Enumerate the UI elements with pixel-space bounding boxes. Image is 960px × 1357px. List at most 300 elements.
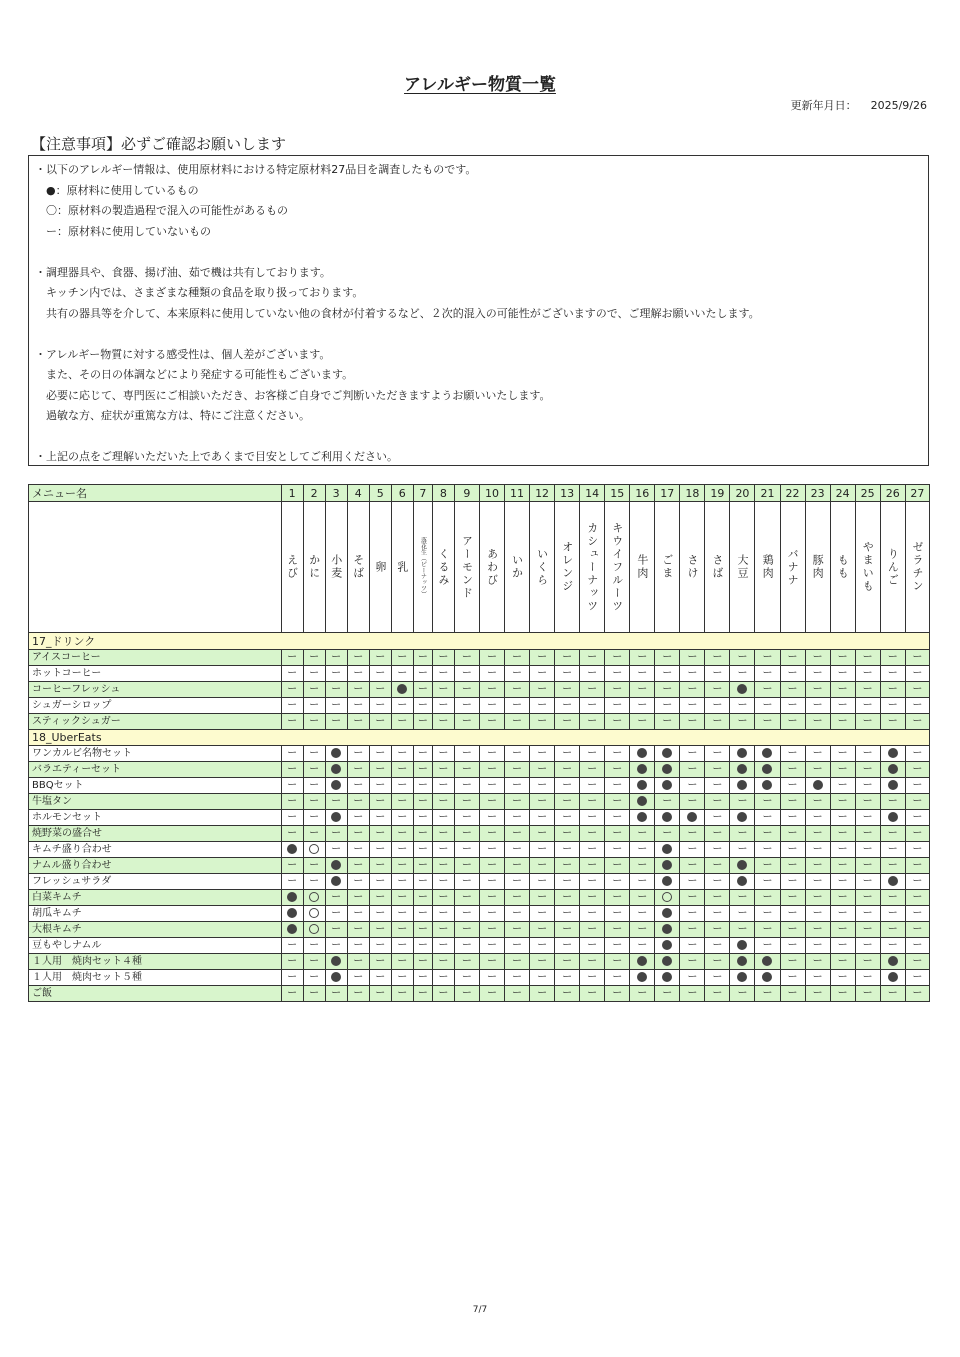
contains-mark: [331, 748, 341, 758]
allergen-cell-none: ー: [555, 890, 580, 906]
contains-mark: [331, 972, 341, 982]
allergen-cell-none: ー: [369, 794, 391, 810]
allergen-cell-none: ー: [303, 874, 325, 890]
allergen-cell-none: ー: [605, 906, 630, 922]
allergen-cell-none: ー: [325, 906, 347, 922]
allergen-cell-none: ー: [505, 666, 530, 682]
allergen-cell-none: ー: [479, 682, 504, 698]
allergen-cell-none: ー: [413, 714, 432, 730]
allergen-cell-none: ー: [830, 858, 855, 874]
allergen-cell-none: ー: [555, 810, 580, 826]
allergen-cell-none: ー: [413, 794, 432, 810]
menu-item-name: コーヒーフレッシュ: [29, 682, 282, 698]
allergen-cell-none: ー: [432, 826, 454, 842]
notice-line: また、その日の体調などにより発症する可能性もございます。: [35, 368, 354, 381]
allergen-cell-none: ー: [705, 762, 730, 778]
allergen-cell-none: ー: [855, 778, 880, 794]
allergen-name: 豚肉: [811, 554, 825, 580]
allergen-cell-none: ー: [805, 970, 830, 986]
allergen-cell-none: ー: [830, 890, 855, 906]
allergen-cell-contains: [630, 954, 655, 970]
allergen-cell-none: ー: [830, 922, 855, 938]
allergen-cell-none: ー: [325, 826, 347, 842]
allergen-cell-none: ー: [303, 954, 325, 970]
allergen-cell-none: ー: [432, 922, 454, 938]
allergen-cell-none: ー: [391, 778, 413, 794]
allergen-name: 小麦: [329, 554, 343, 580]
allergen-name: 大豆: [736, 554, 750, 580]
allergen-cell-none: ー: [580, 890, 605, 906]
allergen-name-cell: [805, 502, 830, 633]
allergen-cell-none: ー: [505, 858, 530, 874]
allergen-cell-contains: [880, 970, 905, 986]
menu-item-name: ナムル盛り合わせ: [29, 858, 282, 874]
allergen-cell-none: ー: [432, 874, 454, 890]
contains-mark: [287, 844, 297, 854]
contains-mark: [662, 908, 672, 918]
allergen-cell-none: ー: [705, 698, 730, 714]
allergen-cell-none: ー: [705, 922, 730, 938]
allergen-cell-none: ー: [281, 682, 303, 698]
allergen-cell-none: ー: [530, 746, 555, 762]
menu-row: [29, 842, 930, 858]
contains-mark: [397, 684, 407, 694]
allergen-cell-none: ー: [780, 954, 805, 970]
menu-row: [29, 970, 930, 986]
allergen-cell-none: ー: [755, 666, 780, 682]
allergen-number: 10: [479, 485, 504, 502]
allergen-cell-none: ー: [680, 906, 705, 922]
allergen-name-cell: [347, 502, 369, 633]
allergen-cell-none: ー: [505, 650, 530, 666]
allergen-cell-none: ー: [905, 858, 929, 874]
allergen-cell-none: ー: [454, 746, 479, 762]
allergen-cell-none: ー: [391, 762, 413, 778]
allergen-number: 15: [605, 485, 630, 502]
allergen-cell-none: ー: [530, 666, 555, 682]
allergen-cell-none: ー: [303, 778, 325, 794]
allergen-cell-none: ー: [413, 778, 432, 794]
allergen-cell-none: ー: [347, 858, 369, 874]
allergen-cell-contains: [880, 874, 905, 890]
allergen-cell-none: ー: [369, 922, 391, 938]
allergen-number: 6: [391, 485, 413, 502]
contains-mark: [888, 748, 898, 758]
allergen-cell-contains: [655, 954, 680, 970]
allergen-cell-none: ー: [325, 794, 347, 810]
allergen-name: りんご: [886, 547, 900, 587]
allergen-cell-none: ー: [730, 826, 755, 842]
allergen-cell-contains: [281, 842, 303, 858]
allergen-cell-none: ー: [780, 890, 805, 906]
allergen-cell-none: ー: [413, 666, 432, 682]
allergen-name: もも: [836, 554, 850, 580]
allergen-cell-none: ー: [432, 842, 454, 858]
notice-line: ●：原材料に使用しているもの: [35, 183, 199, 197]
allergen-cell-none: ー: [830, 762, 855, 778]
allergen-cell-none: ー: [655, 650, 680, 666]
notice-line: ・調理器具や、食器、揚げ油、茹で機は共有しております。: [35, 265, 331, 279]
allergen-cell-none: ー: [755, 650, 780, 666]
allergen-number: 20: [730, 485, 755, 502]
contains-mark: [662, 924, 672, 934]
notice-line: 必要に応じて、専門医にご相談いただき、お客様ご自身でご判断いただきますようお願いいたします。: [35, 388, 551, 402]
allergen-cell-none: ー: [391, 970, 413, 986]
contains-mark: [662, 972, 672, 982]
allergen-cell-none: ー: [580, 906, 605, 922]
allergen-name: えび: [285, 554, 299, 580]
allergen-cell-none: ー: [454, 986, 479, 1002]
allergen-cell-contains: [655, 906, 680, 922]
allergen-cell-none: ー: [555, 666, 580, 682]
may-contain-mark: [309, 844, 319, 854]
allergen-cell-none: ー: [630, 906, 655, 922]
allergen-cell-none: ー: [580, 698, 605, 714]
allergen-number: 4: [347, 485, 369, 502]
allergen-cell-none: ー: [369, 682, 391, 698]
allergen-cell-none: ー: [454, 858, 479, 874]
allergen-cell-none: ー: [369, 986, 391, 1002]
allergen-cell-none: ー: [347, 650, 369, 666]
allergen-cell-none: ー: [505, 938, 530, 954]
allergen-cell-none: ー: [479, 938, 504, 954]
allergen-cell-none: ー: [432, 682, 454, 698]
allergen-cell-none: ー: [505, 890, 530, 906]
menu-item-name: 大根キムチ: [29, 922, 282, 938]
menu-row: [29, 810, 930, 826]
allergen-cell-none: ー: [479, 666, 504, 682]
allergen-cell-none: ー: [680, 746, 705, 762]
allergen-cell-none: ー: [479, 762, 504, 778]
menu-row: [29, 762, 930, 778]
allergen-cell-none: ー: [705, 858, 730, 874]
allergen-cell-none: ー: [347, 874, 369, 890]
allergen-cell-none: ー: [505, 794, 530, 810]
allergen-cell-none: ー: [505, 714, 530, 730]
allergen-cell-none: ー: [705, 666, 730, 682]
allergen-cell-none: ー: [454, 778, 479, 794]
contains-mark: [331, 764, 341, 774]
allergen-cell-none: ー: [281, 746, 303, 762]
allergen-cell-none: ー: [880, 826, 905, 842]
allergen-cell-none: ー: [705, 714, 730, 730]
allergen-cell-none: ー: [680, 874, 705, 890]
allergen-cell-contains: [325, 746, 347, 762]
allergen-name: さけ: [685, 554, 699, 580]
allergen-cell-none: ー: [655, 698, 680, 714]
allergen-cell-none: ー: [680, 650, 705, 666]
contains-mark: [737, 860, 747, 870]
menu-item-name: 焼野菜の盛合せ: [29, 826, 282, 842]
allergen-cell-none: ー: [755, 858, 780, 874]
allergen-cell-none: ー: [880, 650, 905, 666]
allergen-cell-none: ー: [530, 762, 555, 778]
allergen-cell-may-contain: [303, 922, 325, 938]
allergen-cell-none: ー: [780, 666, 805, 682]
allergen-cell-none: ー: [303, 810, 325, 826]
allergen-cell-none: ー: [432, 890, 454, 906]
allergen-name: バナナ: [786, 547, 800, 587]
allergen-cell-none: ー: [855, 906, 880, 922]
allergen-cell-none: ー: [905, 794, 929, 810]
allergen-number: 9: [454, 485, 479, 502]
allergen-cell-none: ー: [855, 986, 880, 1002]
allergen-cell-none: ー: [730, 986, 755, 1002]
allergen-cell-none: ー: [530, 954, 555, 970]
allergen-cell-none: ー: [303, 650, 325, 666]
allergen-cell-none: ー: [830, 650, 855, 666]
allergen-number: 25: [855, 485, 880, 502]
allergen-cell-none: ー: [454, 938, 479, 954]
allergen-cell-none: ー: [905, 810, 929, 826]
allergen-cell-contains: [755, 762, 780, 778]
allergen-cell-none: ー: [454, 954, 479, 970]
allergen-cell-none: ー: [630, 986, 655, 1002]
allergen-cell-none: ー: [391, 938, 413, 954]
allergen-cell-none: ー: [705, 842, 730, 858]
allergen-cell-contains: [730, 810, 755, 826]
allergen-number: 19: [705, 485, 730, 502]
allergen-cell-none: ー: [605, 794, 630, 810]
menu-item-name: ホルモンセット: [29, 810, 282, 826]
allergen-cell-none: ー: [680, 826, 705, 842]
contains-mark: [687, 812, 697, 822]
contains-mark: [737, 876, 747, 886]
allergen-cell-none: ー: [555, 794, 580, 810]
allergen-cell-none: ー: [630, 858, 655, 874]
allergen-cell-none: ー: [905, 970, 929, 986]
allergen-cell-none: ー: [580, 858, 605, 874]
allergen-cell-contains: [325, 954, 347, 970]
menu-row: [29, 682, 930, 698]
allergen-name: さば: [710, 554, 724, 580]
allergen-cell-none: ー: [780, 970, 805, 986]
allergen-cell-none: ー: [432, 794, 454, 810]
contains-mark: [637, 812, 647, 822]
allergen-name-cell: [855, 502, 880, 633]
allergen-cell-none: ー: [303, 970, 325, 986]
allergen-cell-none: ー: [780, 922, 805, 938]
allergen-cell-none: ー: [705, 954, 730, 970]
allergen-cell-none: ー: [369, 874, 391, 890]
allergen-cell-none: ー: [303, 698, 325, 714]
menu-item-name: ワンカルビ名物セット: [29, 746, 282, 762]
allergen-cell-none: ー: [479, 650, 504, 666]
notice-line: ・アレルギー物質に対する感受性は、個人差がございます。: [35, 347, 331, 361]
allergen-cell-none: ー: [479, 810, 504, 826]
menu-item-name: ご飯: [29, 986, 282, 1002]
allergen-cell-none: ー: [432, 954, 454, 970]
updated-value: 2025/9/26: [870, 99, 927, 112]
notice-line: ・上記の点をご理解いただいた上であくまで目安としてご利用ください。: [35, 450, 398, 463]
allergen-cell-none: ー: [805, 938, 830, 954]
allergen-cell-none: ー: [855, 922, 880, 938]
menu-item-name: 豆もやしナムル: [29, 938, 282, 954]
allergen-cell-none: ー: [281, 762, 303, 778]
allergen-cell-contains: [880, 778, 905, 794]
allergen-cell-none: ー: [680, 666, 705, 682]
allergen-cell-contains: [730, 874, 755, 890]
allergen-number: 11: [505, 485, 530, 502]
contains-mark: [662, 748, 672, 758]
allergen-cell-none: ー: [605, 858, 630, 874]
allergen-cell-none: ー: [805, 682, 830, 698]
allergen-number: 17: [655, 485, 680, 502]
allergen-cell-none: ー: [432, 970, 454, 986]
allergen-cell-none: ー: [605, 810, 630, 826]
allergen-cell-none: ー: [705, 810, 730, 826]
menu-row: [29, 874, 930, 890]
menu-row: [29, 890, 930, 906]
allergen-cell-none: ー: [855, 746, 880, 762]
allergen-name: キウイフルーツ: [610, 521, 624, 613]
allergen-cell-none: ー: [479, 986, 504, 1002]
allergen-cell-none: ー: [580, 762, 605, 778]
allergen-cell-none: ー: [432, 746, 454, 762]
allergen-cell-none: ー: [347, 826, 369, 842]
allergen-cell-none: ー: [432, 714, 454, 730]
allergen-cell-contains: [655, 858, 680, 874]
allergen-cell-none: ー: [805, 874, 830, 890]
allergen-cell-none: ー: [730, 698, 755, 714]
allergen-cell-none: ー: [880, 858, 905, 874]
contains-mark: [662, 844, 672, 854]
allergen-cell-none: ー: [347, 682, 369, 698]
allergen-cell-none: ー: [880, 906, 905, 922]
allergen-cell-none: ー: [855, 970, 880, 986]
contains-mark: [331, 812, 341, 822]
allergen-cell-none: ー: [454, 762, 479, 778]
allergen-cell-none: ー: [281, 858, 303, 874]
allergen-cell-none: ー: [680, 954, 705, 970]
contains-mark: [637, 972, 647, 982]
allergen-cell-none: ー: [432, 650, 454, 666]
menu-row: [29, 666, 930, 682]
allergen-number: 23: [805, 485, 830, 502]
allergen-cell-none: ー: [479, 714, 504, 730]
allergen-number: 2: [303, 485, 325, 502]
allergen-name: あわび: [485, 547, 499, 587]
allergen-cell-none: ー: [391, 954, 413, 970]
allergen-cell-none: ー: [391, 874, 413, 890]
allergen-cell-none: ー: [369, 746, 391, 762]
contains-mark: [662, 956, 672, 966]
menu-row: [29, 698, 930, 714]
allergen-cell-none: ー: [805, 826, 830, 842]
may-contain-mark: [309, 924, 319, 934]
contains-mark: [888, 876, 898, 886]
allergen-cell-none: ー: [605, 970, 630, 986]
allergen-cell-none: ー: [580, 650, 605, 666]
allergen-cell-none: ー: [880, 890, 905, 906]
allergen-cell-none: ー: [555, 970, 580, 986]
allergen-cell-none: ー: [655, 666, 680, 682]
allergen-cell-none: ー: [630, 842, 655, 858]
allergen-cell-none: ー: [347, 922, 369, 938]
allergen-cell-none: ー: [413, 954, 432, 970]
allergen-name-cell: [303, 502, 325, 633]
menu-item-name: BBQセット: [29, 778, 282, 794]
allergen-cell-none: ー: [755, 890, 780, 906]
allergen-cell-none: ー: [454, 906, 479, 922]
allergen-cell-none: ー: [530, 938, 555, 954]
allergen-cell-none: ー: [369, 890, 391, 906]
allergen-cell-none: ー: [479, 698, 504, 714]
allergen-cell-contains: [325, 762, 347, 778]
allergen-cell-contains: [655, 970, 680, 986]
menu-item-name: スティックシュガー: [29, 714, 282, 730]
allergen-cell-none: ー: [755, 938, 780, 954]
allergen-cell-none: ー: [369, 810, 391, 826]
allergen-cell-contains: [880, 762, 905, 778]
allergen-cell-none: ー: [413, 970, 432, 986]
page-number: 7/7: [472, 1305, 488, 1315]
allergen-cell-none: ー: [505, 842, 530, 858]
contains-mark: [888, 812, 898, 822]
allergen-cell-none: ー: [391, 666, 413, 682]
allergen-cell-none: ー: [479, 922, 504, 938]
allergen-cell-none: ー: [530, 986, 555, 1002]
allergen-name-cell: [755, 502, 780, 633]
menu-name-header: メニュー名: [29, 485, 282, 502]
allergen-cell-none: ー: [347, 954, 369, 970]
contains-mark: [331, 956, 341, 966]
allergen-cell-none: ー: [281, 714, 303, 730]
contains-mark: [662, 860, 672, 870]
allergen-cell-none: ー: [755, 842, 780, 858]
allergen-name: アーモンド: [460, 534, 474, 600]
contains-mark: [737, 748, 747, 758]
allergen-cell-none: ー: [281, 986, 303, 1002]
allergen-name-cell: [580, 502, 605, 633]
allergen-name-cell: [479, 502, 504, 633]
contains-mark: [737, 940, 747, 950]
allergen-cell-contains: [730, 858, 755, 874]
allergen-cell-none: ー: [303, 858, 325, 874]
allergen-cell-none: ー: [505, 954, 530, 970]
allergen-cell-none: ー: [605, 954, 630, 970]
menu-item-name: 白菜キムチ: [29, 890, 282, 906]
allergen-cell-none: ー: [605, 778, 630, 794]
allergen-cell-may-contain: [303, 842, 325, 858]
allergen-name-cell: [730, 502, 755, 633]
allergen-name: 卵: [373, 560, 387, 574]
allergen-cell-none: ー: [479, 746, 504, 762]
allergen-cell-none: ー: [805, 698, 830, 714]
allergen-cell-none: ー: [805, 890, 830, 906]
allergen-cell-none: ー: [905, 698, 929, 714]
allergen-name-cell: [505, 502, 530, 633]
allergen-cell-none: ー: [281, 826, 303, 842]
allergen-cell-none: ー: [805, 842, 830, 858]
menu-item-name: バラエティーセット: [29, 762, 282, 778]
allergen-cell-none: ー: [805, 954, 830, 970]
allergen-cell-none: ー: [303, 794, 325, 810]
notice-heading: 【注意事項】必ずご確認お願いします: [31, 135, 287, 153]
allergen-cell-none: ー: [705, 826, 730, 842]
allergen-cell-none: ー: [630, 714, 655, 730]
allergen-cell-contains: [880, 954, 905, 970]
allergen-name: かに: [307, 554, 321, 580]
contains-mark: [662, 812, 672, 822]
notice-line: ・以下のアレルギー情報は、使用原材料における特定原材料27品目を調査したものです。: [35, 163, 477, 176]
allergen-cell-contains: [805, 778, 830, 794]
allergen-cell-none: ー: [905, 986, 929, 1002]
allergen-cell-none: ー: [780, 762, 805, 778]
allergen-cell-none: ー: [680, 682, 705, 698]
allergen-cell-none: ー: [303, 826, 325, 842]
allergen-name: 落花生（ピーナッツ）: [419, 537, 427, 597]
